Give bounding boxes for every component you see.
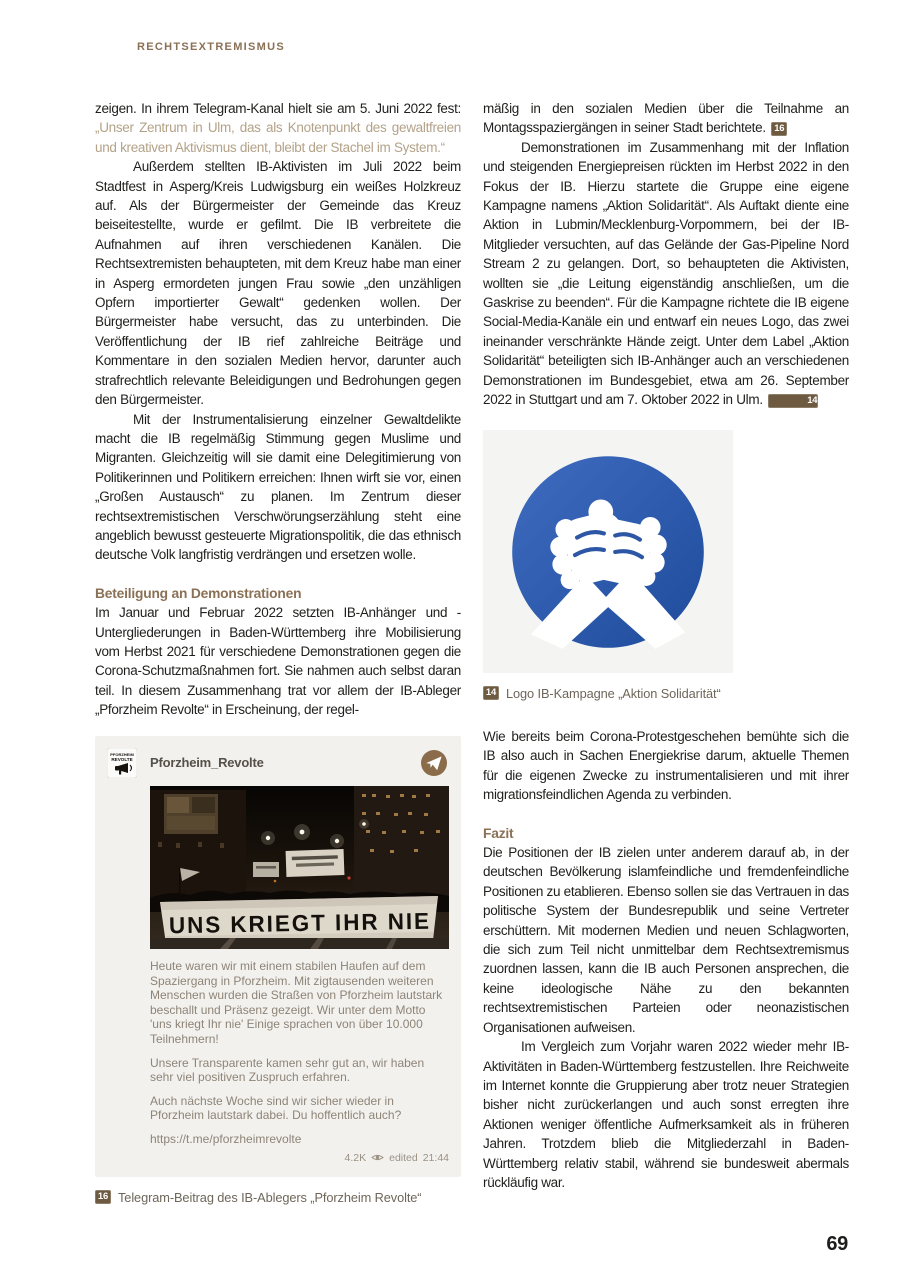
logo-image-box [483,430,733,673]
figure-caption-logo [483,686,849,701]
body-text: zeigen. In ihrem Telegram-Kanal hielt sie am 5. Juni 2022 fest: [95,101,461,116]
demonstration-photo [150,786,449,949]
timestamp: 21:44 [422,1151,449,1164]
quote-text: „Unser Zentrum in Ulm, das als Knotenpunkt des gewaltfreien und kreativen Aktivismus dient, bleibt der Stachel im System.“ [95,120,461,155]
paragraph: Im Vergleich zum Vorjahr waren 2022 wieder mehr IB-Aktivitäten in Baden-Württemberg festzustellen. Ihre Reichweite im Internet konnte die Gruppierung aber trotz neuer Strategien bisher nicht zurückerlangen und auch sonst erregten ihre Aktionen weniger öffentliche Aufmerksamkeit als in früheren Jahren. Trotzdem blieb die Mitgliederzahl in Baden-Württemberg relativ stabil, während sie bundesweit abermals rückläufig war. [483,1039,849,1190]
edited-label: edited [389,1151,418,1164]
figure-number-badge: 14 [483,686,499,700]
telegram-message [150,959,449,1165]
right-column-lower [483,727,849,1192]
figure-caption-telegram [95,1190,461,1205]
figure-ref-16: 16 [771,122,787,136]
figure-ref-14: 14 [768,394,818,408]
building-right [354,786,449,910]
paragraph [483,99,849,138]
avatar-text-line1: PFORZHEIM [110,752,134,757]
paragraph: Im Januar und Februar 2022 setzten IB-Anhänger und -Untergliederungen in Baden-Württemberg ihre Mobilisierung vom Herbst 2021 für verschiedene Demonstrationen gegen die Corona-Schutzmaßnahmen fort. Sie nahmen auch selbst daran teil. In diesem Zusammenhang trat vor allem der IB-Ableger „Pforzheim Revolte“ in Erscheinung, der regel- [95,605,461,718]
banner-text: UNS KRIEGT IHR NIE [168,907,438,939]
telegram-channel-link[interactable]: https://t.me/pforzheimrevolte [150,1131,302,1146]
channel-name[interactable]: Pforzheim_Revolte [150,755,264,770]
message-paragraph: Unsere Transparente kamen sehr gut an, wir haben sehr viel positiven Zuspruch erfahren. [150,1055,425,1085]
section-heading-demonstrationen: Beteiligung an Demonstrationen [95,585,302,601]
caption-text: Telegram-Beitrag des IB-Ablegers „Pforzheim Revolte“ [118,1190,422,1206]
page-number: 69 [826,1233,848,1255]
paragraph: Die Positionen der IB zielen unter anderem darauf ab, in der deutschen Bevölkerung islamfeindliche und fremdenfeindliche Positionen zu etablieren. Ebenso sollen sie das Vertrauen in das politische System der Bundesrepublik und seine Vertreter erschüttern. Mit modernen Medien und neuen Schlagworten, die sich zum Teil nicht unmittelbar dem Rechtsextremismus zuordnen lassen, kann die IB auch Personen ansprechen, die keine ideologische Nähe zu den bekannten rechtsextremistischen Parteien oder neonazistischen Organisationen aufweisen. [483,845,849,1035]
view-count: 4.2K [344,1151,367,1164]
telegram-header [107,748,449,778]
eye-icon [371,1153,384,1162]
figure-number-badge: 16 [95,1190,111,1204]
paragraph [95,99,461,157]
body-text: Demonstrationen im Zusammenhang mit der Inflation und steigenden Energiepreisen rückten im Herbst 2022 in den Fokus der IB. Hierzu startete die Gruppe eine eigene Kampagne namens „Aktion Solidarität“. Als Auftakt diente eine Aktion in Lubmin/Mecklenburg-Vorpommern, bei der IB-Mitglieder versuchten, auf das Gelände der Gas-Pipeline Nord Stream 2 zu gelangen. Dort, so behaupteten die Aktivisten, wollten sie „die Leitung eigenständig anschließen, um die Gaskrise zu beenden“. Für die Kampagne richtete die IB eigene Social-Media-Kanäle ein und entwarf ein neues Logo, das zwei ineinander verschränkte Hände zeigt. Unter dem Label „Aktion Solidarität“ beteiligten sich IB-Anhänger auch an verschiedenen Demonstrationen im Bundesgebiet, etwa am 26. September 2022 in Stuttgart und am 7. Oktober 2022 in Ulm. [483,139,849,408]
figure-telegram [95,736,461,1205]
left-column [95,99,461,720]
telegram-post-card [95,736,461,1177]
message-meta [150,1151,449,1166]
paragraph: Außerdem stellten IB-Aktivisten im Juli 2022 beim Stadtfest in Asperg/Kreis Ludwigsburg ein weißes Holzkreuz auf. Als der Bürgermeister der Gemeinde das Kreuz beiseitestellte, wurde er gefilmt. Die IB verbreitete die Aufnahmen auf ihren verschiedenen Kanälen. Die Rechtsextremisten behaupteten, mit dem Kreuz habe man einer in Asperg ermordeten jungen Frau sowie „den unzähligen Opfern importierter Gewalt“ gedenken wollen. Der Bürgermeister habe versucht, das zu unterbinden. Die Veröffentlichung der IB rief zahlreiche Beiträge und Kommentare in den sozialen Medien hervor, darunter auch strafrechtlich relevante Beleidigungen und Bedrohungen gegen den Bürgermeister. [95,159,461,408]
section-heading-fazit: Fazit [483,825,514,841]
figure-logo [483,430,849,701]
billboard [164,794,218,834]
avatar-text-line2: REVOLTE [111,757,133,762]
message-paragraph: Heute waren wir mit einem stabilen Haufen auf dem Spaziergang in Pforzheim. Mit zigtausenden weiteren Menschen wurden die Straßen von Pforzheim lautstark beschallt und Präsenz gezeigt. Wir unter dem Motto 'uns kriegt Ihr nie' Einige sprachen von über 10.000 Teilnehmern! [150,959,443,1046]
page-kicker: RECHTSEXTREMISMUS [137,41,285,53]
body-text: mäßig in den sozialen Medien über die Teilnahme an Montagsspaziergängen in seiner Stadt berichtete. [483,101,849,136]
paragraph: Wie bereits beim Corona-Protestgeschehen bemühte sich die IB also auch in Sachen Energiekrise darum, aktuelle Themen für die eigenen Zwecke zu instrumentalisieren und mit ihrer migrationsfeindlichen Agenda zu verbinden. [483,729,849,803]
protest-banner [160,896,438,944]
road [150,938,449,949]
paragraph [483,138,849,410]
paragraph: Mit der Instrumentalisierung einzelner Gewaltdelikte macht die IB regelmäßig Stimmung gegen Muslime und Migranten. Gleichzeitig will sie damit eine Delegitimierung von Politikerinnen und Politikern erreichen: Ihnen wirft sie vor, einen „Großen Austausch“ zu planen. Im Zentrum dieser rechtsextremistischen Verschwörungserzählung steht eine angeblich bewusst gesteuerte Migrationspolitik, die das ethnisch deutsche Volk langfristig verdrängen und ersetzen wolle. [95,411,461,563]
aktion-solidaritaet-logo [505,449,711,655]
channel-avatar[interactable] [107,748,137,778]
caption-text: Logo IB-Kampagne „Aktion Solidarität“ [506,686,721,701]
right-column-upper [483,99,849,410]
message-paragraph: Auch nächste Woche sind wir sicher wieder in Pforzheim lautstark dabei. Du hoffentlich auch? [150,1093,402,1123]
telegram-plane-icon[interactable] [421,750,447,776]
telegram-photo[interactable] [150,786,449,949]
